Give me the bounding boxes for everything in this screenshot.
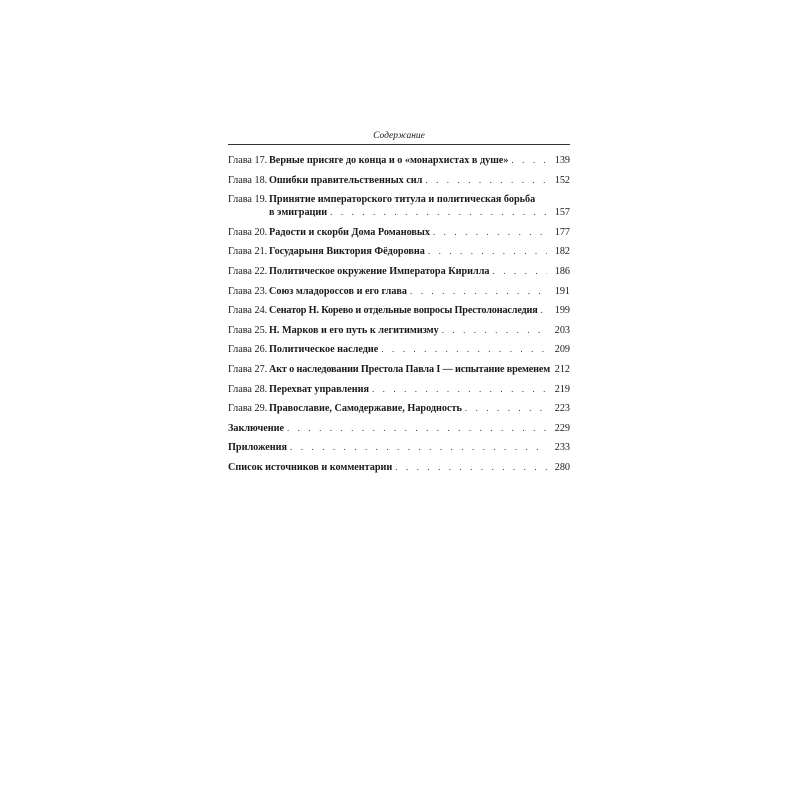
running-head: Содержание: [228, 130, 570, 145]
dot-leader: [410, 285, 547, 298]
toc-entry-conclusion: [228, 422, 570, 435]
page-number: 152: [554, 174, 570, 186]
page-number: 209: [554, 344, 570, 356]
chapter-label: Глава 17.: [228, 155, 268, 166]
dot-leader: [395, 461, 547, 474]
toc-entry-chapter-20: [228, 226, 570, 239]
page-number: 157: [554, 207, 570, 219]
toc-entry-sources: [228, 461, 570, 474]
chapter-title: Н. Марков и его путь к легитимизму: [269, 324, 439, 336]
dot-leader: [372, 383, 547, 396]
dot-leader: [290, 441, 547, 454]
chapter-label: Глава 18.: [228, 174, 268, 186]
dot-leader: [425, 174, 547, 187]
page-number: 229: [554, 422, 570, 434]
dot-leader: [433, 226, 547, 239]
chapter-label: Глава 28.: [228, 383, 268, 395]
chapter-label: Глава 19.: [228, 194, 268, 206]
dot-leader: [465, 402, 547, 415]
toc-entry-chapter-17: [228, 154, 570, 167]
chapter-title: Политическое наследие: [269, 344, 379, 356]
dot-leader: [541, 304, 547, 317]
chapter-title: Акт о наследовании Престола Павла I — испытание временем: [269, 363, 551, 375]
chapter-label: Глава 27.: [228, 363, 268, 375]
chapter-label: Глава 22.: [228, 265, 268, 277]
page-number: 203: [554, 324, 570, 336]
toc-entry-chapter-25: [228, 324, 570, 337]
page-number: 191: [554, 285, 570, 297]
chapter-label: Глава 26.: [228, 344, 268, 356]
page-number: 212: [554, 363, 570, 375]
chapter-label: Глава 24.: [228, 305, 268, 317]
section-title: Заключение: [228, 422, 284, 434]
toc-entry-chapter-21: [228, 245, 570, 258]
dot-leader: [493, 265, 547, 278]
chapter-title: Радости и скорби Дома Романовых: [269, 226, 430, 238]
chapter-label: Глава 25.: [228, 324, 268, 336]
toc-entry-chapter-26: [228, 343, 570, 356]
toc-page: [228, 130, 570, 481]
dot-leader: [511, 154, 547, 167]
toc-list: [228, 154, 570, 474]
toc-entry-chapter-19: [228, 193, 570, 219]
section-title: Список источников и комментарии: [228, 461, 393, 473]
chapter-title: Перехват управления: [269, 383, 369, 395]
page-number: 219: [554, 383, 570, 395]
chapter-title: Ошибки правительственных сил: [269, 174, 423, 186]
page-number: 177: [554, 226, 570, 238]
dot-leader: [381, 343, 547, 356]
toc-entry-chapter-28: [228, 383, 570, 396]
page-number: 233: [554, 442, 570, 454]
toc-entry-chapter-24: [228, 304, 570, 317]
page-number: 199: [554, 305, 570, 317]
chapter-label: Глава 29.: [228, 403, 268, 415]
dot-leader: [287, 422, 547, 435]
page-number: 223: [554, 403, 570, 415]
chapter-label: Глава 20.: [228, 226, 268, 238]
toc-entry-chapter-23: [228, 285, 570, 298]
dot-leader: [428, 245, 547, 258]
page-number: 182: [554, 246, 570, 258]
chapter-title: Православие, Самодержавие, Народность: [269, 403, 462, 415]
toc-entry-appendices: [228, 441, 570, 454]
chapter-title: Союз младороссов и его глава: [269, 285, 408, 297]
chapter-title: Политическое окружение Императора Кирилла: [269, 265, 490, 277]
chapter-title-line-1: Принятие императорского титула и политическая борьба: [269, 194, 536, 206]
chapter-title-line-2: в эмиграции: [269, 207, 328, 219]
page-number: 139: [554, 155, 570, 166]
chapter-title: Сенатор Н. Корево и отдельные вопросы Престолонаследия: [269, 305, 538, 317]
dot-leader: [442, 324, 547, 337]
chapter-label: Глава 23.: [228, 285, 268, 297]
page-number: 186: [554, 265, 570, 277]
toc-entry-chapter-18: [228, 174, 570, 187]
toc-entry-chapter-27: [228, 363, 570, 376]
section-title: Приложения: [228, 442, 288, 454]
toc-entry-chapter-29: [228, 402, 570, 415]
chapter-title: Верные присяге до конца и о «монархистах в душе»: [269, 155, 509, 166]
chapter-title: Государыня Виктория Фёдоровна: [269, 246, 425, 258]
toc-entry-chapter-22: [228, 265, 570, 278]
page-number: 280: [554, 461, 570, 473]
chapter-label: Глава 21.: [228, 246, 268, 258]
dot-leader: [330, 206, 547, 219]
